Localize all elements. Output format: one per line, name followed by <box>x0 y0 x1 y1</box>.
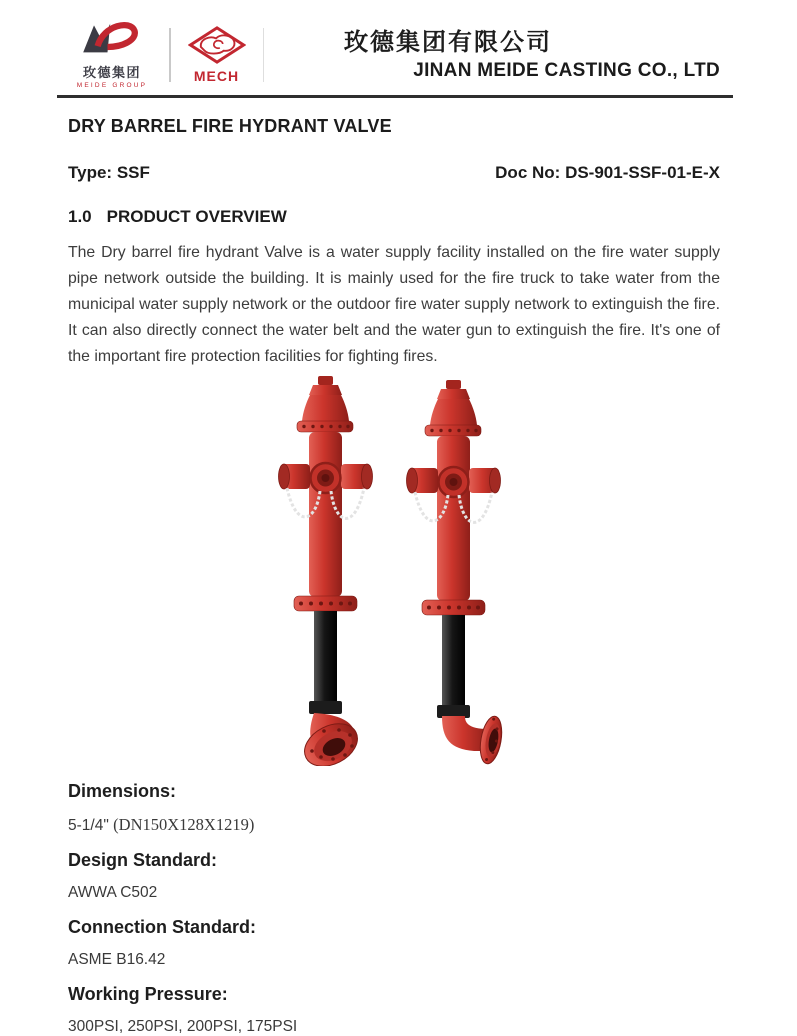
company-name-cn: 玫德集团有限公司 <box>344 29 552 56</box>
meide-logo <box>68 20 156 89</box>
doc-no-field <box>495 163 720 183</box>
mech-logo-text: MECH <box>193 67 240 84</box>
company-name-block <box>264 16 720 82</box>
dimensions-inch-value: 5-1/4" <box>68 816 109 834</box>
spec-list <box>68 781 720 1036</box>
spec-label-design-standard: Design Standard: <box>68 849 218 870</box>
meide-logo-en-text: MEIDE GROUP <box>76 82 148 89</box>
spec-value-working-pressure: 300PSI, 250PSI, 200PSI, 175PSI <box>68 1017 298 1035</box>
type-value: SSF <box>116 163 150 182</box>
spec-value-dimensions <box>68 815 720 835</box>
doc-no-value: DS-901-SSF-01-E-X <box>565 163 720 182</box>
meide-logo-cn-text: 玫德集团 <box>82 65 141 80</box>
section-title: PRODUCT OVERVIEW <box>106 207 287 226</box>
fire-hydrant-illustration <box>258 374 530 766</box>
document-title: DRY BARREL FIRE HYDRANT VALVE <box>68 116 392 136</box>
spec-label-dimensions: Dimensions: <box>68 780 177 801</box>
page-header <box>68 16 720 89</box>
section-number: 1.0 <box>68 207 92 226</box>
type-label: Type: <box>68 163 113 182</box>
mech-logo <box>184 26 250 84</box>
section-heading <box>68 207 720 227</box>
overview-paragraph: The Dry barrel fire hydrant Valve is a water supply facility installed on the fire water supply pipe network outside the building. It is mainly used for the fire truck to take water from the municipal water supply network or the outdoor fire water supply network to extinguish the fire. It can also directly connect the water belt and the water gun to extinguish the fire. It's one of the important fire protection facilities for fighting fires. <box>68 244 720 365</box>
doc-no-label: Doc No: <box>495 163 561 182</box>
logo-group <box>68 16 264 89</box>
spec-value-connection-standard: ASME B16.42 <box>68 950 166 968</box>
header-rule <box>57 95 733 98</box>
product-image <box>258 374 530 766</box>
spec-label-connection-standard: Connection Standard: <box>68 916 256 937</box>
type-doc-row <box>68 163 720 183</box>
meide-logo-mark-icon <box>76 43 148 60</box>
dimensions-dn-value: (DN150X128X1219) <box>113 814 255 834</box>
company-name-en: JINAN MEIDE CASTING CO., LTD <box>413 60 720 81</box>
logo-divider <box>169 28 171 82</box>
spec-label-working-pressure: Working Pressure: <box>68 983 228 1004</box>
type-field <box>68 163 150 183</box>
mech-logo-mark-icon <box>188 51 246 68</box>
spec-value-design-standard: AWWA C502 <box>68 883 158 901</box>
